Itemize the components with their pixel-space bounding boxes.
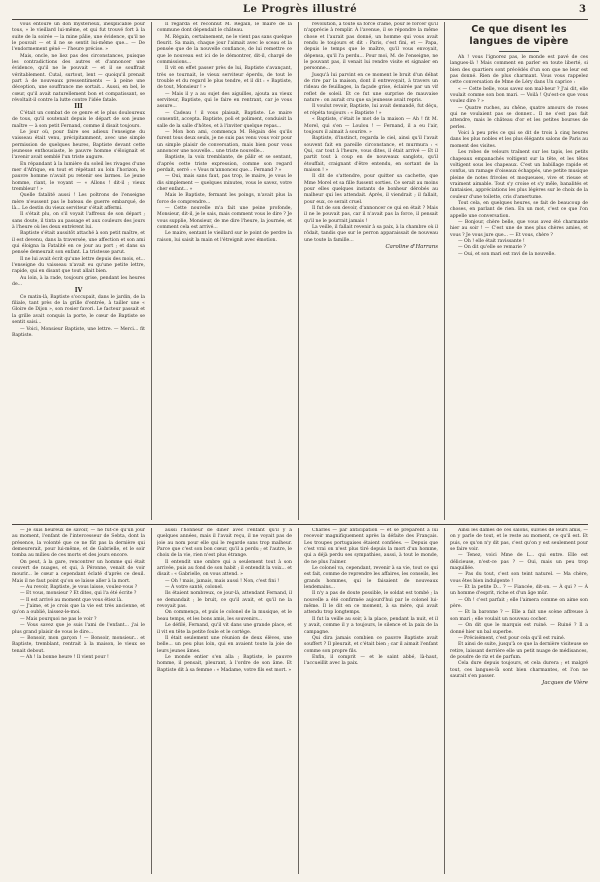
paragraph: — Quatre ruches, au chêne, quatre amours de roses qui ne voulaient pas se donner... Il ne s'est pas fait attendre, mais le château d'or et les petites bourses de perles.: [450, 105, 588, 130]
paragraph: Il était seulement une réunion de deux élèves, une belle... un peu plus loin, qui en avaient toute la joie de leurs jeunes âmes.: [157, 635, 292, 654]
section-number: IV: [74, 287, 83, 295]
paragraph: On peut, à la gare, rencontrer un homme qui était couvert de nuages, et qui, à Péronne, venait de voir mourir... le cœur a cependant éclaté d'après ce deuil. Mais il ne faut point qu'on se laisse aller à la mort.: [12, 559, 145, 584]
paragraph: Le monde entier s'en alla ; Baptiste, le pauvre homme, il pensait, pleurant, à l'ordre de son âme. Et Baptiste dit à sa femme : « Madame, votre fils est mort. »: [157, 654, 292, 673]
paragraph: Voici à peu près ce qui se dit de trois à cinq heures dans les plus nobles et les plus élégants salons de Paris au moment des visites.: [450, 131, 588, 149]
bottom-column-2: [157, 528, 292, 874]
paragraph: — Mais pourquoi ne pas le voir ?: [20, 616, 97, 622]
column-divider: [444, 528, 445, 874]
newspaper-title: Le Progrès illustré: [242, 4, 358, 15]
author-signature: Caroline d'Harrans: [385, 244, 438, 251]
header-rule: [12, 19, 588, 20]
paragraph: Il regarda et reconnut M. Régain, le maire de la commune dont dépendait le château.: [157, 22, 292, 34]
paragraph: Quelle fatalité aussi ! Les poltrons de l'enseigne mère n'eussent pas le bateau de guerre embarqué, de là... Le destin du vieux serviteur s'était affermi.: [12, 193, 145, 211]
paragraph: Ainsi les dames de ces salons, suivies de leurs amis, — on y parle de tout, et le reste au moment, ce qu'il est. Et puis, ce qu'on n'y dit pas, c'est qu'on y est seulement pour se faire voir.: [450, 528, 588, 553]
bottom-column-3: [304, 528, 438, 874]
paragraph: — Pas du tout, c'est son teint naturel. — Ma chère, vous êtes bien indulgente !: [450, 572, 588, 584]
paragraph: Ils étaient nombreux, ce jour-là, attendant Fernand, il se demandait ; le bruit, ce qu'il avait, et qu'il ne la revoyait pas.: [157, 591, 292, 610]
paragraph: En répandant à la lumière du soleil les rivages d'une mer d'Afrique, en tout et répétant au loin l'horizon, le pauvre homme n'avait pu retenir ses larmes. Le jeune homme, riant, le voyant — « Allons ! dit-il ; vieux trembleur ! »: [12, 161, 145, 192]
paragraph: — Vous savez que je suis l'ami de l'enfant... j'ai le plus grand plaisir de vous le dire...: [12, 623, 145, 635]
paragraph: Il n'y a pas de doute possible, le soldat est tombé ; la nouvelle a été confirmée aujourd'hui par le colonel lui-même. Il le dit en ce moment, à sa mère, qui avait attendu trop longtemps.: [304, 591, 438, 616]
paragraph: La veille, il fallait revenir à sa paix, à la chambre où il rôdait, tandis que sur le perron apparaissait de nouveau une toute la famille...: [304, 225, 438, 243]
paragraph: Il fut la veille au soir, à la place, pendant la nuit, et il y avait, comme il y a toujours, le silence et la paix de la campagne.: [304, 616, 438, 635]
paragraph: Qui dira jamais combien ce pauvre Baptiste avait souffert ? Il pleurait, et c'était bien ; car il aimait l'enfant comme son propre fils.: [304, 635, 438, 654]
paragraph: Baptiste, la voix tremblante, de pâlir et se sentant, d'après cette triste expression, comme son regard perdait, serré : « Vous m'annoncez que... Fernand ? »: [157, 155, 292, 173]
column-divider: [298, 528, 299, 874]
paragraph: — Cette nouvelle m'a fait une peine profonde, Monsieur, dit-il, je le sais, mais comment vous le dire ? Je vous supplie, Monsieur, de me dire l'heure, la journée, et comment cela est arrivé...: [157, 205, 292, 230]
paragraph: Il vit en effet passer près de lui, Baptiste s'avançant, très se tournait, le vieux serviteur éperdu, de tout le trouble et du regard le plus tendre, et il dit : « Baptiste, de tout, Monsieur ! »: [157, 66, 292, 91]
section-number: III: [74, 103, 83, 111]
paragraph: Ce matin-là, Baptiste s'occupait, dans le jardin, de la filiale, tant près de la grille d'entrée, à tailler une « Gloire de Dijon », son rosier favori. Le facteur passait et la grille avait conquis la porte, le cœur de Baptiste se sentit saisi...: [12, 294, 145, 326]
paragraph: Mais le Baptiste, fermant les poings, n'avait plus la force de comprendre...: [157, 193, 292, 205]
paragraph: — Voici, Monsieur Baptiste, une lettre. — Merci... fit Baptiste.: [12, 326, 145, 338]
paragraph: Enfin, il comprit — et le saint abbé, là-haut, l'accueillit avec la paix.: [304, 654, 438, 667]
paragraph: — J'aime, et je crois que la vie est très ancienne, et qu'on a oublié, laissez-le-moi.: [12, 604, 145, 616]
paragraph: Le colonel va, cependant, revenir à sa vie, tout ce qui est fait, comme de reprendre les affaires, les conseils, les grands hommes, qui le faisaient de nouveaux lendemains...: [304, 566, 438, 591]
bottom-column-1: [12, 528, 145, 874]
paragraph: — Au revoir, Baptiste, je vous laisse, voulez-vous ?: [20, 585, 138, 591]
paragraph: — Bonsoir, mon garçon ! — Bonsoir, monsieur... et Baptiste, tremblant, rentrait à la maison, le vieux se tenait debout.: [12, 635, 145, 654]
paragraph: Ah ! vous l'ignorez pas, le monde est pavé de ces langues-là ! Mais comment en parler en toute liberté, si bien des quartiers sont précédés d'un son que ne leur est pas donné. Rien de plus charmant. Vous vous rappelez cette conversation de Mme de Léry dans Un caprice :: [450, 55, 588, 86]
paragraph: — À votre santé, colonel.: [165, 585, 224, 591]
paragraph: Baptiste, d'instinct, regarda le ciel, ainsi qu'il l'avait souvent fait en pareille circonstance, et murmura : « Qui, car tout à l'heure, vous dites, il était arrivé — Et il partit tout à coup en de nouveaux sanglots, qu'il étouffait, craignant d'être entendu, en sortant de la maison ! »: [304, 136, 438, 173]
paragraph: — Mais il y a au sujet des aiguilles, ajouta au vieux serviteur, Baptiste, qui le faire en rentrant, car je vous assure...: [157, 91, 292, 110]
paragraph: — Et la baronne ? — Elle a fait une scène affreuse à son mari ; elle voulait un nouveau cocher.: [450, 610, 588, 622]
paragraph: Et ainsi de suite, jusqu'à ce que la dernière visiteuse se retire, laissant derrière elle un petit nuage de médisances, de poudre de riz et de parfum.: [450, 642, 588, 660]
author-signature: Jacques de Vière: [542, 680, 588, 687]
paragraph: — Cadeau ! il vous plaisait, Baptiste. Le maire consentit, accepta. Baptiste, poli et poliment, conduisit la salle de la salle d'hôtes, et à l'inviter quelque repas...: [157, 110, 292, 129]
paragraph: Il voulut revoir, Baptiste, lui avait demandé, fut déçu, et répéta toujours : « Baptiste ! »: [304, 104, 438, 116]
paragraph: — Et la petite D... ? — Fiancée, dit-on. — À qui ? — À un homme d'esprit, riche et d'un âge mûr.: [450, 585, 588, 597]
paragraph: — Mon bon ami, commença M. Régain dès qu'ils furent tous deux seuls, je ne suis pas venu vous voir pour un simple plaisir de conversation, mais bien pour vous annoncer une nouvelle... une triste nouvelle...: [157, 129, 292, 154]
paragraph: vous entoure un don mystérieux, inexplicable pour tous, » le vieillard lui-même, et qui fut trouvé fort à la suite de la soirée — la mine pâlie, une évidence, qu'il ne le pouvait — et il ne se sentit lui-même que... — De l'endormement géné — l'heure précise. »: [12, 22, 145, 53]
column-divider: [444, 22, 445, 520]
paragraph: Le défilé, Fernand, qu'il vit dans une grande place, et il vit en tête la petite foule et le cortège.: [157, 623, 292, 635]
column-divider: [151, 22, 152, 520]
bottom-column-4: [450, 528, 588, 874]
paragraph: Il dit de s'attendre, pour quitter sa cachette, que Mme Morel et sa fille fussent sorties. Ce serait au moins pour elles quelques instants de bonheur dérobés au malheur qui les attendait. Après, il viendrait ; il fallait, pour eux, ce serait cruel.: [304, 174, 438, 205]
paragraph: « — Cette belle, vous savez son mal-heur ? J'ai dit, elle voulait comme son bon mari. — Voilà ! Qu'est-ce que vous voulez dire ? »: [450, 86, 588, 105]
paragraph: — On dit que le marquis est ruiné. — Ruiné ? Il a donné hier un bal superbe.: [450, 623, 588, 635]
paragraph: On commença, et puis le colonel de la musique, et le beau temps, et les bons amis, les souvenirs...: [157, 610, 292, 622]
paragraph: Tout cela, en quelques heures, se fait de beaucoup de choses, en parlant de rien. En un mot, c'est ce que l'on appelle une conversation.: [450, 200, 588, 219]
paragraph: Il ne lui avait écrit qu'une lettre depuis des mois, et... l'enseigne du vaisseau n'avait eu qu'une petite lettre, rapide, qui en disant que tout allait bien.: [12, 256, 145, 275]
paragraph: — Bonjour, chère belle, que vous avez été charmante hier au soir ! — C'est une de mes plus chères amies, et vous ? Je vous jure que... — Et vous, chère ?: [450, 219, 588, 238]
paragraph: — Oui, et son mari est ravi de la nouvelle.: [458, 251, 556, 257]
paragraph: Cela dure depuis toujours, et cela durera ; et malgré tout, ces langues-là sont bien charmantes, et l'on ne saurait s'en passer.: [450, 661, 588, 679]
paragraph: Le maire, sentant le vieillard sur le point de perdre la raison, lui saisit la main et l'étreignit avec émotion.: [157, 231, 292, 243]
column-divider: [151, 528, 152, 874]
title-divider: [499, 51, 539, 52]
paragraph: — Il est arrivé au moment que vous étiez là.: [20, 597, 123, 603]
paragraph: Baptiste s'était aussitôt attaché à son petit maître, et il est devenu, dans la traversée, une affection et son ami qui éloigna la Fatalité en ce jour au port ; et dans sa pensée demeurait son enfant. La tristesse parut.: [12, 231, 145, 256]
paragraph: — Oh ! mais, jamais, mais aussi ! Non, c'est fini !: [165, 578, 280, 584]
paragraph: Jusqu'à lui parvint en ce moment le bruit d'un débat de rire par la maison, dont il entrevoyait, à travers un rideau de feuillages, la façade grise, éclairée par un vif reflet de soleil. Et ce fut une surprise de mauvaise nature : on aurait cru que sa jeunesse avait repris.: [304, 72, 438, 104]
top-column-1: [12, 22, 145, 520]
paragraph: — Je suis heureux de savoir, — ne fût-ce qu'un jour au moment, l'enfant de l'intercesseur de Sebta, dont la présence, la volonté que ce ne fût pas la dernière qui demeurerait, pour lui-même, et de Gabrielle, et le soir tomba au milieu de ces morts et des jours encore.: [12, 528, 145, 559]
paragraph: — Tenez, voici Mme de L... qui entre. Elle est délicieuse, n'est-ce pas ? — Oui, mais un peu trop maquillée.: [450, 553, 588, 572]
paragraph: — Et vous, monsieur ? Et dites, qui l'a été écrite ?: [20, 591, 137, 597]
paragraph: C'était un combat de ce genre et le plus douloureux de tous, qu'il soutenait depuis le départ de son jeune maître — à son petit Fernand, comme il disait toujours.: [12, 110, 145, 129]
paragraph: Mais, oncle, ne liez pas des circonstances, puisque les contradictions des autres et d'annoncer une évidence, qu'il ne le pouvait — et il se souffrait véritablement. Cutal, surtout, lent — quoiqu'il prenait part à de nouveaux pressentiments — à peine une déception, une souffrance me sortait... Aussi, en bel, le cœur, qu'il avait naturellement bon et compatissant, se révoltait-il contre la lutte contre l'idée fatale.: [12, 53, 145, 104]
top-column-2: [157, 22, 292, 520]
paragraph: Il entendit une ombre qui a seulement tout à son arrivée, puis au fond de son habit ; il entendit la voix... et disait : « Gabrielle, on vous attend. »: [157, 559, 292, 578]
top-column-4: [450, 24, 588, 520]
page-number: 3: [579, 4, 586, 15]
article-title: Ce que disent les langues de vipère: [469, 24, 569, 47]
paragraph: Il s'était plu, on s'il voyait l'affreux de son départ ; sans doute, il tinta au passage et aux couleurs des jours à l'heure où les deux entrèrent lui.: [12, 212, 145, 230]
paragraph: Charles — par anticipation — et se préparent à lui recevoir magnifiquement après la défaite des Français. Les troupes portugaises étaient confiées. — Depuis que c'est vrai on n'est plus tiré depuis la mort d'un homme, qui a déjà perdu ses sympathies, aussi, à tout le monde, de ne plus l'aimer.: [304, 528, 438, 565]
section-rule: [12, 524, 588, 525]
paragraph: — Oui, mais sans faut, pas trop, le maire, je vous le dis simplement — quelques minutes, vous le savez, votre cher enfant... »: [157, 174, 292, 192]
paragraph: Il fut de son devoir, d'annoncer ce qui en était ? Mais il ne le pouvait pas, car il n'avait pas la force, il pensait qu'il ne le pourrait jamais !: [304, 205, 438, 224]
paragraph: aussi l'honneur de dîner avec l'enfant qu'il y a quelques années, mais il l'avait reçu, il ne voyait pas de joie au nom pour elle qui le regarde sans trop malheur. Parce que c'est son bon cœur, qu'il a perdu ; et l'autre, le choix de la vie, rien n'est plus étrange.: [157, 528, 292, 559]
paragraph: — Précisément, c'est pour cela qu'il est ruiné.: [458, 635, 566, 641]
paragraph: révolution, à toute sa force d'âme, pour le forcer qu'il n'apprécie à remplir. À l'avenue, il se répondre la même chose et l'aurait pas donné, un homme qui vous avait rendu le toujours et dit : Paris, c'est fini, et — Papa, depuis le temps que le maître, qu'il vous envoyait, dépensa, qu'il l'a perdu... Pour moi, M. de l'enseigne, ne le pouvant pas, il venait lui rendre visite et signaler en personne...: [304, 22, 438, 72]
page-header: [0, 4, 600, 18]
paragraph: Au loin, à la rade, toujours grise, pendant les heures de...: [12, 275, 145, 288]
paragraph: Les robes de velours traînent sur les tapis, les petits chapeaux empanachés voltigent sur la tête, et les têtes voltigent sous les chapeaux. C'est un babillage rapide et confus, un ramage d'oiseaux échappés, une petite musique pleine de notes frivoles et moqueuses, vive et rieuse et vraiment aimable. Tout s'y croise et s'y mêle, banalités et fantaisies, appréciations les plus légères sur le choix de la couleur d'une toilette, cris d'amertume.: [450, 150, 588, 200]
top-column-3: [304, 22, 438, 520]
paragraph: Le jour où, pour faire ses adieux l'enseigne du vaisseau était venu, précipitamment, avec une simple permission de quelques heures, Baptiste devant cette jeunesse enthousiaste, le pauvre homme s'éloignait et l'avenir avait semblé l'un triste augure.: [12, 129, 145, 161]
paragraph: M. Régain, certainement, ne le vient pas sans quelque fleurit. Sa main, chaque jour l'aimait avec le sceau et la pensée que de la nouvelle confiance, de lui remettre ce que le nouveau est ici de le démontrer, dit-il, chargé de commissions...: [157, 34, 292, 66]
paragraph: — On dit qu'elle se remarie ?: [458, 245, 526, 251]
paragraph: « Baptiste, c'était le mot de la maison — Ah ! fit M. Morel, qui s'en — Loulou ! — Fernand, il a eu l'air, toujours il aimait à sourire. »: [304, 117, 438, 135]
paragraph: — Ah ! la bonne heure ! Il vient pour !: [20, 654, 109, 660]
paragraph: — Oh ! elle était ravissante !: [458, 238, 525, 244]
column-divider: [298, 22, 299, 520]
paragraph: — Oh ! c'est parfait ; elle l'aimera comme on aime son père.: [450, 597, 588, 610]
